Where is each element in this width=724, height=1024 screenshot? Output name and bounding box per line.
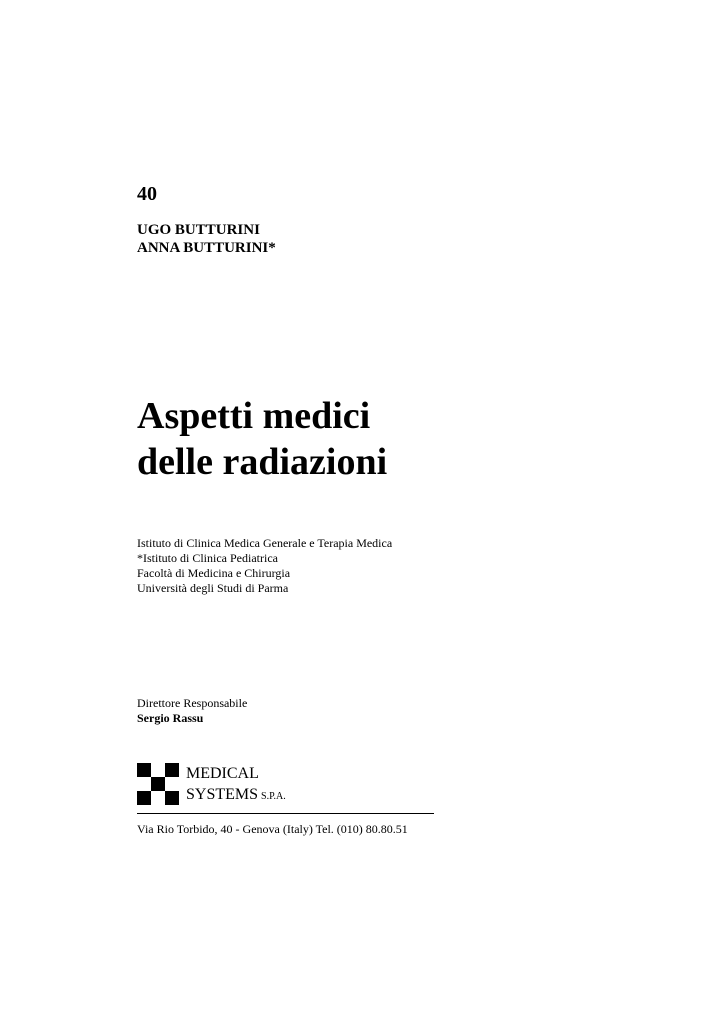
affiliation-line: Istituto di Clinica Medica Generale e Terapia Medica [137,536,393,550]
title-line: delle radiazioni [137,441,388,483]
authors [137,221,276,257]
publisher-name-line1: MEDICAL [186,765,259,782]
director-role: Direttore Responsabile [137,696,248,710]
affiliation-line: Facoltà di Medicina e Chirurgia [137,566,291,580]
book-title [137,393,387,485]
publisher-name-systems: SYSTEMS [186,786,259,803]
publisher-address: Via Rio Torbido, 40 - Genova (Italy) Tel. (010) 80.80.51 [137,822,408,836]
affiliation-line: *Istituto di Clinica Pediatrica [137,551,278,565]
publisher-name [186,763,286,807]
title-line: Aspetti medici [137,395,371,437]
director-name: Sergio Rassu [137,711,204,725]
publisher-logo-icon [137,763,179,805]
author-name: ANNA BUTTURINI* [137,240,276,256]
divider [137,813,434,814]
issue-number: 40 [137,183,157,205]
publisher-name-line2 [186,784,286,807]
publisher-suffix: S.P.A. [261,791,286,802]
author-name: UGO BUTTURINI [137,222,260,238]
affiliation-line: Università degli Studi di Parma [137,581,289,595]
affiliations [137,536,392,596]
director-block [137,696,247,726]
